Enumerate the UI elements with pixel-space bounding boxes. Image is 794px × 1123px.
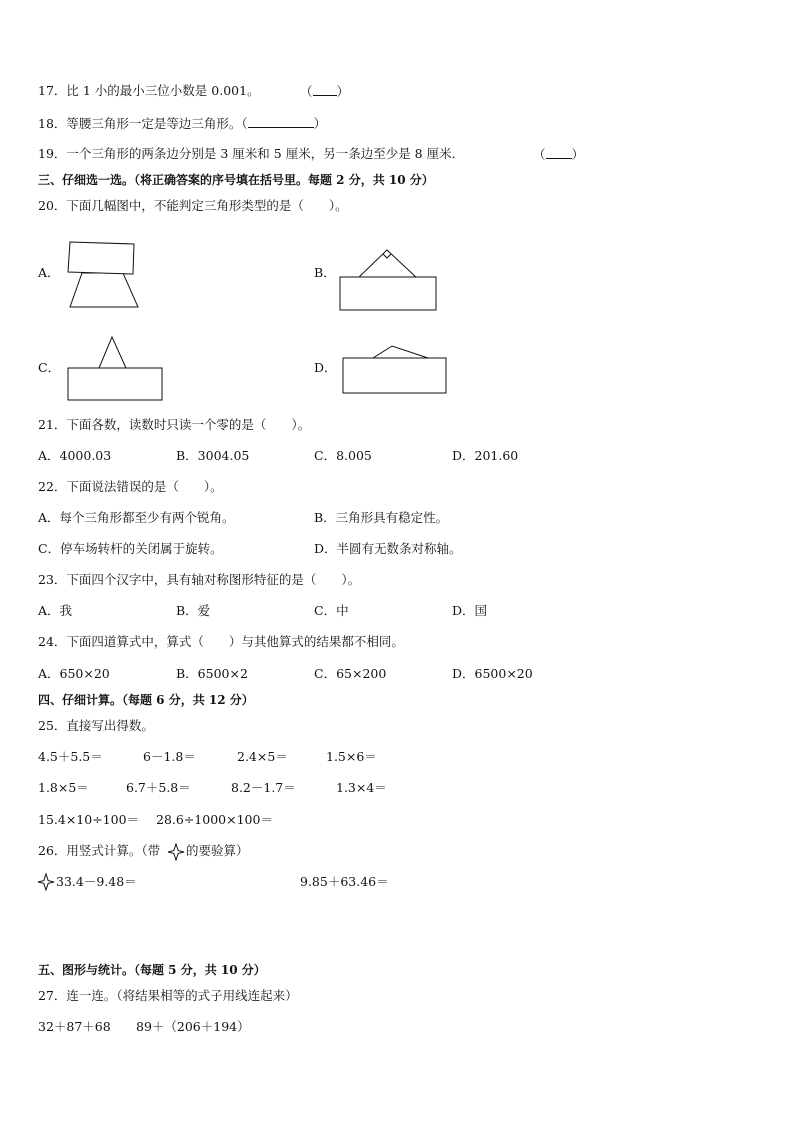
option-21-d[interactable]: D．201.60	[452, 448, 519, 463]
question-18-text: 18．等腰三角形一定是等边三角形。（	[38, 116, 248, 131]
calc-item[interactable]: 1.5×6＝	[326, 749, 377, 764]
calc-item[interactable]: 1.3×4＝	[336, 780, 387, 795]
question-17-text: 17．比 1 小的最小三位小数是 0.001。	[38, 83, 260, 98]
calc-item[interactable]: 2.4×5＝	[237, 749, 288, 764]
option-20-b[interactable]: B．	[314, 265, 336, 280]
question-24-stem: 24．下面四道算式中，算式（ ）与其他算式的结果都不相同。	[38, 634, 404, 649]
figure-d-rect	[343, 358, 446, 393]
calc-item[interactable]: 8.2－1.7＝	[231, 780, 296, 795]
calc-item[interactable]: 15.4×10÷100＝	[38, 812, 140, 827]
calc-item[interactable]: 4.5＋5.5＝	[38, 749, 103, 764]
match-item[interactable]: 32＋87＋68	[38, 1019, 111, 1034]
figure-d-triangle	[373, 346, 428, 358]
figure-b	[340, 250, 436, 310]
figure-c	[68, 337, 162, 400]
figure-b-triangle	[357, 250, 418, 279]
figure-a-triangle	[70, 273, 138, 307]
section-5-title: 五、图形与统计。（每题 5 分，共 10 分）	[38, 963, 266, 977]
star-icon-stem	[168, 844, 184, 860]
option-21-c[interactable]: C．8.005	[314, 448, 372, 463]
option-21-a[interactable]: A．4000.03	[38, 448, 112, 463]
option-24-c[interactable]: C．65×200	[314, 666, 387, 681]
option-20-c[interactable]: C．	[38, 360, 61, 375]
question-22-stem: 22．下面说法错误的是（ ）。	[38, 479, 223, 494]
question-26-stem-a: 26．用竖式计算。（带	[38, 843, 161, 858]
calc-item[interactable]: 6.7＋5.8＝	[126, 780, 191, 795]
answer-blank-17[interactable]: （ ）	[300, 84, 350, 99]
question-23-stem: 23．下面四个汉字中，具有轴对称图形特征的是（ ）。	[38, 572, 361, 587]
figure-c-rect	[68, 368, 162, 400]
section-3-title: 三、仔细选一选。（将正确答案的序号填在括号里。每题 2 分，共 10 分）	[38, 173, 434, 187]
option-23-b[interactable]: B．爱	[176, 603, 211, 618]
calc-item[interactable]: 28.6÷1000×100＝	[156, 812, 273, 827]
figure-a-rect	[68, 242, 134, 274]
figure-a	[68, 242, 138, 307]
calc-item[interactable]: 1.8×5＝	[38, 780, 89, 795]
star-icon-item	[38, 874, 54, 890]
vertical-calc-item[interactable]: 33.4－9.48＝	[56, 874, 137, 889]
question-26-stem-b: 的要验算）	[186, 843, 249, 858]
question-25-stem: 25．直接写出得数。	[38, 718, 154, 733]
question-27-stem: 27．连一连。（将结果相等的式子用线连起来）	[38, 988, 298, 1003]
option-23-a[interactable]: A．我	[38, 603, 73, 618]
question-20-stem: 20．下面几幅图中，不能判定三角形类型的是（ ）。	[38, 198, 348, 213]
question-18: 18．等腰三角形一定是等边三角形。（ ）	[38, 116, 327, 131]
option-20-d[interactable]: D．	[314, 360, 337, 375]
option-22-c[interactable]: C．停车场转杆的关闭属于旋转。	[38, 541, 223, 556]
option-22-d[interactable]: D．半圆有无数条对称轴。	[314, 541, 462, 556]
figure-c-triangle	[99, 337, 126, 368]
option-23-c[interactable]: C．中	[314, 603, 349, 618]
option-22-b[interactable]: B．三角形具有稳定性。	[314, 510, 449, 525]
vertical-calc-item[interactable]: 9.85＋63.46＝	[300, 874, 389, 889]
question-21-stem: 21．下面各数，读数时只读一个零的是（ ）。	[38, 417, 311, 432]
match-item[interactable]: 89＋（206＋194）	[136, 1019, 250, 1034]
option-21-b[interactable]: B．3004.05	[176, 448, 250, 463]
option-24-a[interactable]: A．650×20	[38, 666, 110, 681]
figure-d	[343, 346, 446, 393]
answer-blank-19[interactable]: （ ）	[533, 147, 585, 162]
option-24-b[interactable]: B．6500×2	[176, 666, 248, 681]
question-19-text: 19．一个三角形的两条边分别是 3 厘米和 5 厘米，另一条边至少是 8 厘米．	[38, 146, 465, 161]
section-4-title: 四、仔细计算。（每题 6 分，共 12 分）	[38, 693, 254, 707]
figure-b-right-angle	[383, 254, 391, 258]
option-24-d[interactable]: D．6500×20	[452, 666, 533, 681]
calc-item[interactable]: 6－1.8＝	[143, 749, 196, 764]
option-20-a[interactable]: A．	[38, 265, 60, 280]
figure-b-rect	[340, 277, 436, 310]
option-22-a[interactable]: A．每个三角形都至少有两个锐角。	[38, 510, 235, 525]
option-23-d[interactable]: D．国	[452, 603, 488, 618]
